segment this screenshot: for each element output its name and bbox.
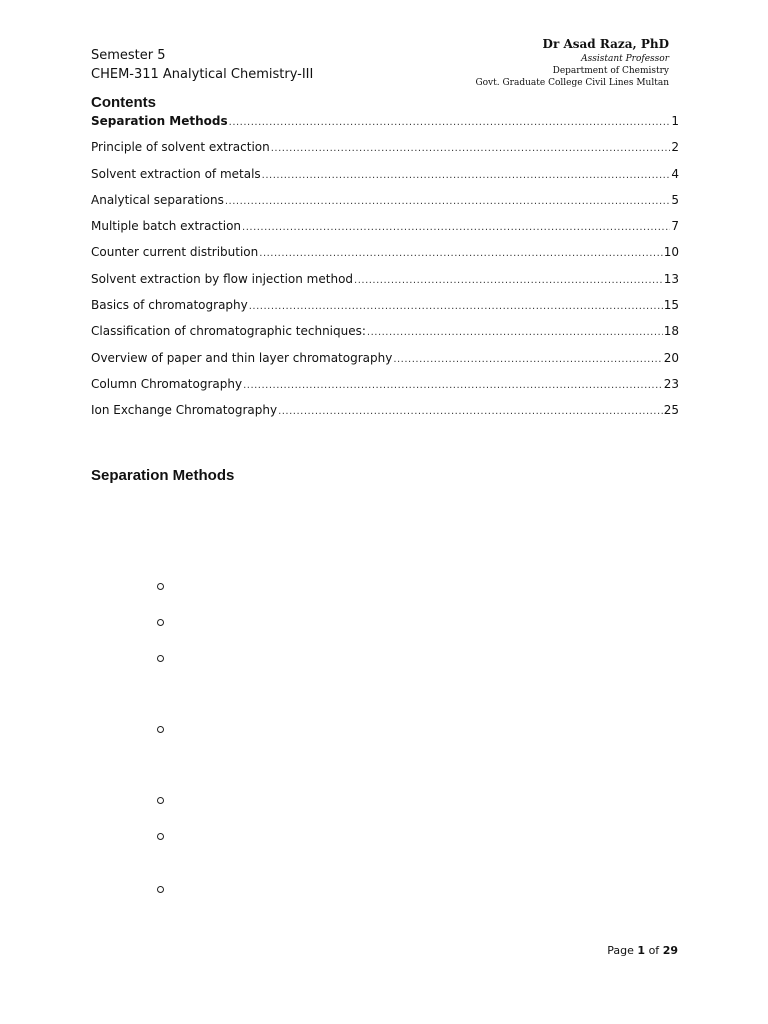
toc-leader <box>242 219 670 233</box>
semester-label: Semester 5 <box>91 48 166 63</box>
toc-entry-page: 7 <box>671 219 679 234</box>
toc-entry[interactable] <box>91 114 679 140</box>
toc-entry-label: Multiple batch extraction <box>91 219 242 234</box>
toc-leader <box>367 324 663 338</box>
toc-entry[interactable] <box>91 272 679 298</box>
toc-leader <box>243 377 663 391</box>
toc-leader <box>278 403 663 417</box>
table-of-contents <box>91 114 679 430</box>
toc-entry[interactable] <box>91 351 679 377</box>
toc-entry-page: 13 <box>663 271 679 286</box>
course-title: CHEM-311 Analytical Chemistry-III <box>91 67 314 82</box>
toc-leader <box>262 167 671 181</box>
page-word: Page <box>607 944 634 957</box>
toc-entry-label: Basics of chromatography <box>91 298 248 313</box>
toc-entry[interactable] <box>91 167 679 193</box>
section-heading: Separation Methods <box>91 467 235 484</box>
toc-entry-page: 25 <box>663 403 679 418</box>
toc-entry-label: Classification of chromatographic techniques: <box>91 324 366 339</box>
toc-entry[interactable] <box>91 193 679 219</box>
toc-entry-label: Overview of paper and thin layer chromatography <box>91 350 393 365</box>
toc-entry-label: Separation Methods <box>91 114 228 128</box>
toc-leader <box>249 298 663 312</box>
toc-entry[interactable] <box>91 403 679 429</box>
header-left <box>91 46 313 84</box>
current-page-number: 1 <box>637 944 646 957</box>
of-word: of <box>648 944 660 957</box>
toc-entry-page: 20 <box>663 350 679 365</box>
author-college: Govt. Graduate College Civil Lines Multan <box>475 78 669 88</box>
author-name: Dr Asad Raza, PhD <box>542 37 669 51</box>
toc-entry-page: 10 <box>663 245 679 260</box>
toc-entry-page: 2 <box>671 140 679 155</box>
toc-entry[interactable] <box>91 298 679 324</box>
toc-leader <box>393 351 662 365</box>
toc-leader <box>225 193 670 207</box>
hollow-circle-bullet-icon <box>156 725 165 734</box>
toc-entry-label: Principle of solvent extraction <box>91 140 270 155</box>
toc-entry-label: Analytical separations <box>91 192 224 207</box>
contents-heading: Contents <box>91 94 156 111</box>
page-number-footer <box>607 944 678 957</box>
toc-entry-page: 18 <box>663 324 679 339</box>
toc-entry-page: 5 <box>671 192 679 207</box>
toc-entry-label: Solvent extraction by flow injection method <box>91 271 354 286</box>
toc-entry-label: Counter current distribution <box>91 245 259 260</box>
header-right <box>475 36 669 89</box>
toc-leader <box>271 140 671 154</box>
hollow-circle-bullet-icon <box>156 832 165 841</box>
total-pages-number: 29 <box>662 944 678 957</box>
hollow-circle-bullet-icon <box>156 654 165 663</box>
toc-entry-label: Column Chromatography <box>91 376 243 391</box>
toc-entry[interactable] <box>91 324 679 350</box>
toc-leader <box>354 272 663 286</box>
toc-entry[interactable] <box>91 377 679 403</box>
toc-entry[interactable] <box>91 245 679 271</box>
author-role: Assistant Professor <box>581 54 669 64</box>
toc-entry-page: 23 <box>663 376 679 391</box>
toc-entry-label: Ion Exchange Chromatography <box>91 403 278 418</box>
hollow-circle-bullet-icon <box>156 885 165 894</box>
hollow-circle-bullet-icon <box>156 796 165 805</box>
toc-leader <box>229 114 671 128</box>
toc-entry-page: 4 <box>671 166 679 181</box>
hollow-circle-bullet-icon <box>156 618 165 627</box>
toc-entry-page: 15 <box>663 298 679 313</box>
toc-entry[interactable] <box>91 140 679 166</box>
hollow-circle-bullet-icon <box>156 582 165 591</box>
toc-entry-page: 1 <box>671 114 679 128</box>
toc-entry-label: Solvent extraction of metals <box>91 166 261 181</box>
toc-entry[interactable] <box>91 219 679 245</box>
author-department: Department of Chemistry <box>552 66 669 76</box>
toc-leader <box>259 245 662 259</box>
